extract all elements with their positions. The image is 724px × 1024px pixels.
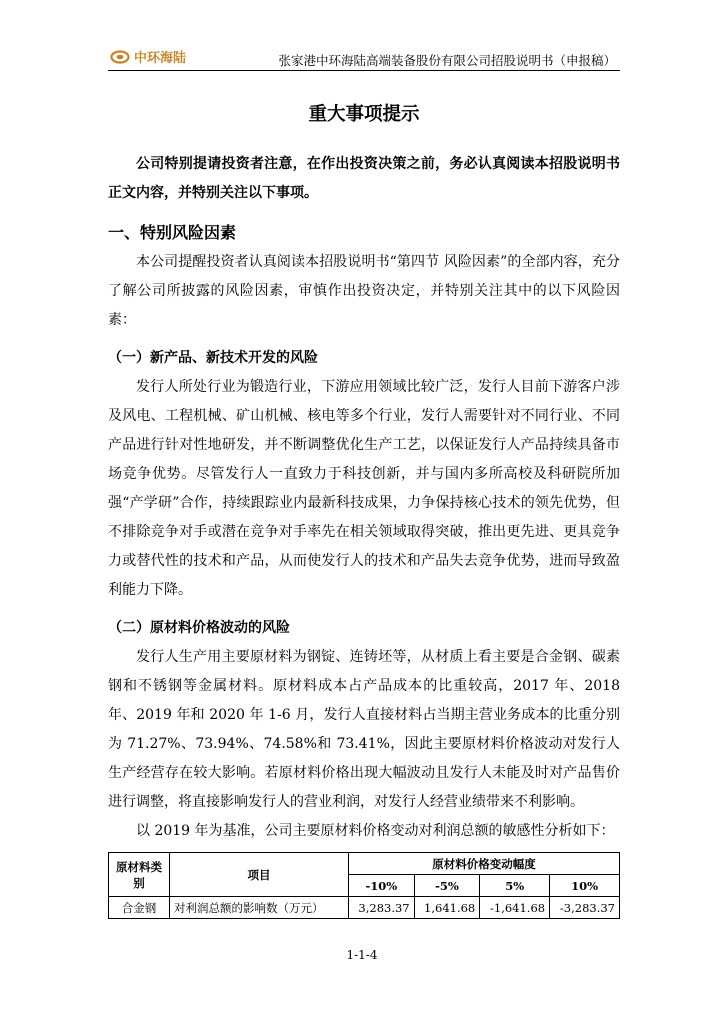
section-intro-paragraph: 本公司提醒投资者认真阅读本招股说明书“第四节 风险因素”的全部内容，充分了解公司所披露的风险因素，审慎作出投资决定，并特别关注其中的以下风险因素： — [108, 254, 620, 328]
company-logo — [110, 47, 186, 66]
logo-mark-icon — [110, 50, 130, 64]
table-cell-value: 1,641.68 — [414, 897, 480, 919]
table-header-change: 5% — [480, 875, 550, 897]
table-header-row — [109, 853, 620, 875]
table-cell-value: 3,283.37 — [349, 897, 415, 919]
table-cell-material: 合金钢 — [109, 897, 170, 919]
subsection-heading-raw-materials: （二）原材料价格波动的风险 — [108, 620, 290, 636]
page-number: 1-1-4 — [346, 948, 378, 962]
table-cell-item: 对利润总额的影响数（万元） — [170, 897, 349, 919]
table-cell-value: -1,641.68 — [480, 897, 550, 919]
lead-paragraph: 公司特别提请投资者注意，在作出投资决策之前，务必认真阅读本招股说明书正文内容，并特别关注以下事项。 — [108, 156, 620, 201]
document-title: 张家港中环海陆高端装备股份有限公司招股说明书（申报稿） — [278, 53, 616, 68]
page-content — [108, 102, 620, 919]
table-cell-value: -3,283.37 — [550, 897, 620, 919]
logo-text: 中环海陆 — [134, 51, 187, 66]
new-products-risk-paragraph: 发行人所处行业为锻造行业，下游应用领域比较广泛，发行人目前下游客户涉及风电、工程机械、矿山机械、核电等多个行业，发行人需要针对不同行业、不同产品进行针对性地研发，并不断调整优化生产工艺，以保证发行人产品持续具备市场竞争优势。尽管发行人一直致力于科技创新，并与国内多所高校及科研院所加强“产学研”合作，持续跟踪业内最新科技成果，力争保持核心技术的领先优势，但不排除竞争对手或潜在竞争对手率先在相关领域取得突破，推出更先进、更具竞争力或替代性的技术和产品，从而使发行人的技术和产品失去竞争优势，进而导致盈利能力下降。 — [108, 379, 620, 598]
table-header-change: 10% — [550, 875, 620, 897]
table-header-item: 项目 — [170, 853, 349, 897]
section-heading-risk-factors: 一、特别风险因素 — [108, 223, 237, 242]
page-title: 重大事项提示 — [308, 104, 420, 125]
subsection-heading-new-products: （一）新产品、新技术开发的风险 — [108, 350, 318, 366]
table-header-change: -10% — [349, 875, 415, 897]
sensitivity-intro: 以 2019 年为基准，公司主要原材料价格变动对利润总额的敏感性分析如下： — [136, 823, 615, 839]
table-header-change-group: 原材料价格变动幅度 — [349, 853, 620, 875]
table-header-change: -5% — [414, 875, 480, 897]
table-row — [109, 897, 620, 919]
table-header-material: 原材料类别 — [109, 853, 170, 897]
sensitivity-table — [108, 852, 620, 919]
page-header — [108, 40, 620, 71]
raw-materials-risk-paragraph: 发行人生产用主要原材料为钢锭、连铸坯等，从材质上看主要是合金钢、碳素钢和不锈钢等金属材料。原材料成本占产品成本的比重较高，2017 年、2018 年、2019 年和 2020 年 1-6 月，发行人直接材料占当期主营业务成本的比重分别为 71.27%、73.94%、74.58%和 73.41%，因此主要原材料价格波动对发行人生产经营存在较大影响。若原材料价格出现大幅波动且发行人未能及时对产品售价进行调整，将直接影响发行人的营业利润，对发行人经营业绩带来不利影响。 — [108, 649, 620, 810]
